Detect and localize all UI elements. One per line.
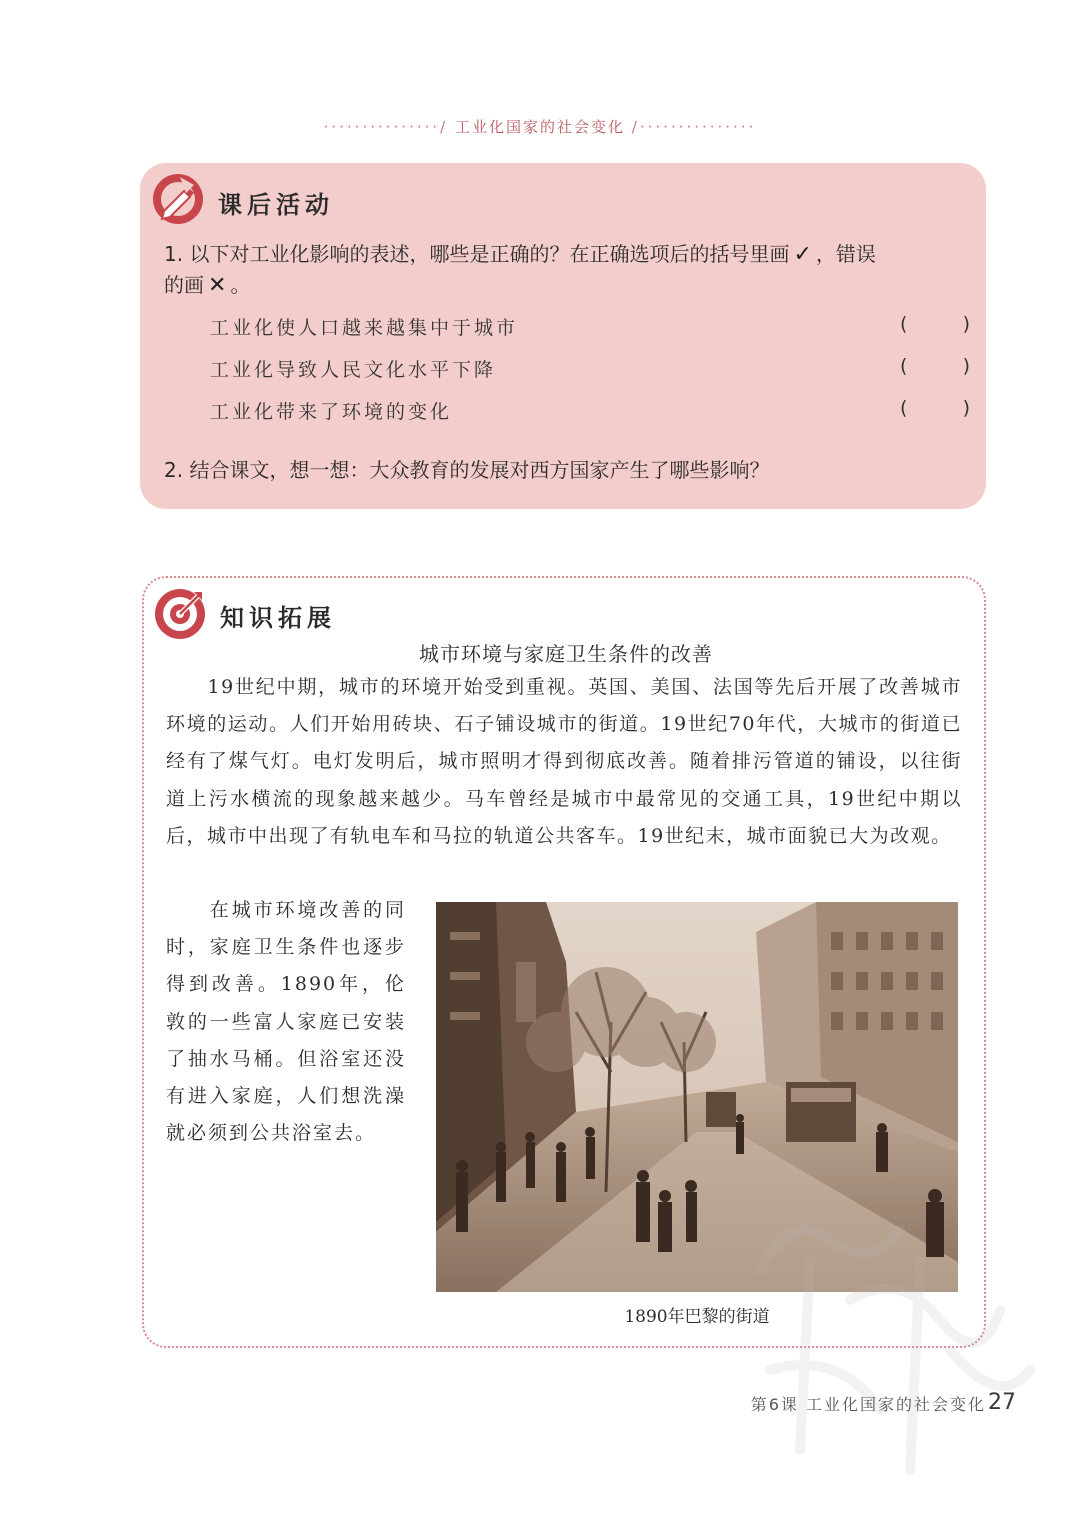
target-arrow-icon xyxy=(152,586,208,642)
paren-close: ) xyxy=(962,355,970,377)
option-1-answer-blank[interactable] xyxy=(900,313,970,335)
knowledge-extension-box xyxy=(142,576,986,1348)
check-mark-icon: ✓ xyxy=(793,242,812,267)
question-1-line2b: 。 xyxy=(230,273,251,297)
article-title: 城市环境与家庭卫生条件的改善 xyxy=(419,642,713,666)
paren-open: ( xyxy=(900,355,908,377)
paren-open: ( xyxy=(900,313,908,335)
option-1-text: 工业化使人口越来越集中于城市 xyxy=(210,317,519,339)
cross-mark-icon: ✕ xyxy=(208,273,227,298)
question-1-line1: 1. 以下对工业化影响的表述，哪些是正确的？在正确选项后的括号里画 xyxy=(164,242,790,266)
paris-street-1890-photo xyxy=(436,902,958,1292)
extension-title: 知识拓展 xyxy=(220,604,336,632)
paren-close: ) xyxy=(962,313,970,335)
article-paragraph-2: 在城市环境改善的同时，家庭卫生条件也逐步得到改善。1890年，伦敦的一些富人家庭已安装了抽水马桶。但浴室还没有进入家庭，人们想洗澡就必须到公共浴室去。 xyxy=(166,899,406,1145)
header-dots-right: /··············· xyxy=(631,118,757,136)
question-2: 2. 结合课文，想一想：大众教育的发展对西方国家产生了哪些影响？ xyxy=(164,458,770,482)
question-1-mid: ，错误 xyxy=(815,242,876,266)
article-paragraph-1: 19世纪中期，城市的环境开始受到重视。英国、美国、法国等先后开展了改善城市环境的运动。人们开始用砖块、石子铺设城市的街道。19世纪70年代，大城市的街道已经有了煤气灯。电灯发明后，城市照明才得到彻底改善。随着排污管道的铺设，以往街道上污水横流的现象越来越少。马车曾经是城市中最常见的交通工具，19世纪中期以后，城市中出现了有轨电车和马拉的轨道公共客车。19世纪末，城市面貌已大为改观。 xyxy=(166,676,962,847)
photo-caption: 1890年巴黎的街道 xyxy=(624,1307,770,1327)
option-3 xyxy=(210,397,970,424)
paren-open: ( xyxy=(900,397,908,419)
page-footer-lesson: 第6课 工业化国家的社会变化 xyxy=(750,1395,986,1414)
option-3-text: 工业化带来了环境的变化 xyxy=(210,401,453,423)
option-2-answer-blank[interactable] xyxy=(900,355,970,377)
question-1-line2a: 的画 xyxy=(164,273,204,297)
after-class-activity-box xyxy=(140,163,986,509)
option-2-text: 工业化导致人民文化水平下降 xyxy=(210,359,497,381)
activity-title: 课后活动 xyxy=(218,191,334,219)
option-1 xyxy=(210,313,970,340)
pencil-badge-icon xyxy=(150,171,206,227)
page-number: 27 xyxy=(988,1390,1016,1415)
question-1 xyxy=(164,239,964,301)
running-header xyxy=(0,116,1080,137)
option-3-answer-blank[interactable] xyxy=(900,397,970,419)
option-2 xyxy=(210,355,970,382)
paren-close: ) xyxy=(962,397,970,419)
header-dots-left: ···············/ xyxy=(323,118,449,136)
header-title: 工业化国家的社会变化 xyxy=(454,118,625,136)
